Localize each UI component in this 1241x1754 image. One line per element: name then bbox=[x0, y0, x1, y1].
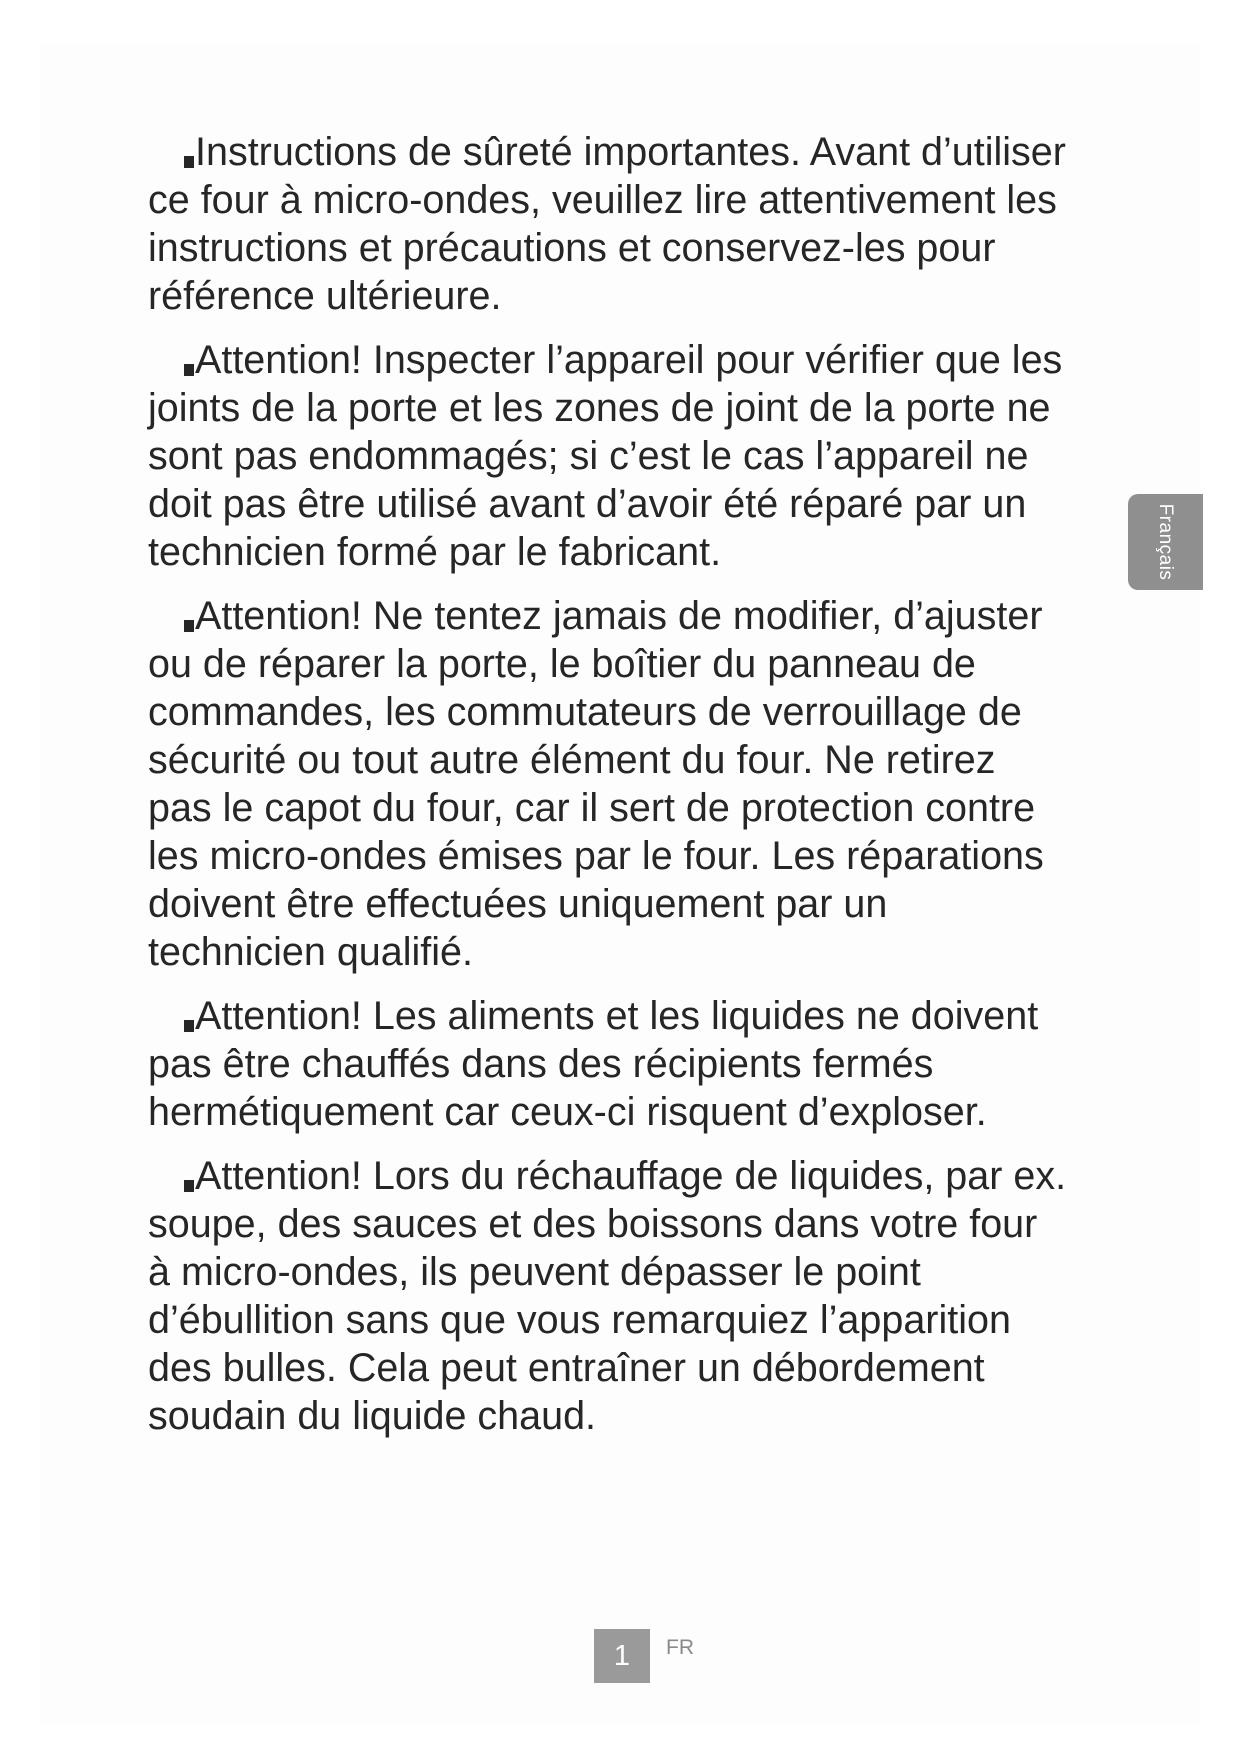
paragraph-text: Attention! Les aliments et les liquides ne doivent pas être chauffés dans des récipients fermés hermétiquement car ceux-ci risquent d’exploser. bbox=[148, 994, 1039, 1134]
paragraph-text: Attention! Lors du réchauffage de liquides, par ex. soupe, des sauces et des boissons dans votre four à micro-ondes, ils peuvent dépasser le point d’ébullition sans que vous remarquiez l’apparition des bulles. Cela peut entraîner un débordement soudain du liquide chaud. bbox=[148, 1154, 1067, 1438]
language-tab-label: Français bbox=[1155, 503, 1176, 581]
bullet-icon bbox=[184, 1020, 194, 1032]
language-tab bbox=[1128, 494, 1203, 590]
page-language-code: FR bbox=[666, 1636, 694, 1659]
safety-instructions bbox=[148, 128, 1088, 1456]
paragraph-text: Instructions de sûreté importantes. Avant d’utiliser ce four à micro-ondes, veuillez lire attentivement les instructions et précautions et conservez-les pour référence ultérieure. bbox=[148, 130, 1066, 318]
bullet-icon bbox=[184, 1180, 194, 1192]
paragraph-no-modification-warning bbox=[148, 592, 1088, 976]
paragraph-text: Attention! Inspecter l’appareil pour vérifier que les joints de la porte et les zones de joint de la porte ne sont pas endommagés; si c’est le cas l’appareil ne doit pas être utilisé avant d’avoir été réparé par un technicien formé par le fabricant. bbox=[148, 338, 1063, 574]
bullet-icon bbox=[184, 620, 194, 632]
paragraph-sealed-container-warning bbox=[148, 992, 1088, 1136]
paragraph-safety-intro bbox=[148, 128, 1088, 320]
bullet-icon bbox=[184, 156, 194, 168]
page-number: 1 bbox=[594, 1629, 650, 1683]
bullet-icon bbox=[184, 364, 194, 376]
paragraph-boiling-liquid-warning bbox=[148, 1152, 1088, 1440]
paragraph-door-seal-warning bbox=[148, 336, 1088, 576]
paragraph-text: Attention! Ne tentez jamais de modifier, d’ajuster ou de réparer la porte, le boîtier du panneau de commandes, les commutateurs de verrouillage de sécurité ou tout autre élément du four. Ne retirez pas le capot du four, car il sert de protection contre les micro-ondes émises par le four. Les réparations doivent être effectuées uniquement par un technicien qualifié. bbox=[148, 594, 1044, 974]
